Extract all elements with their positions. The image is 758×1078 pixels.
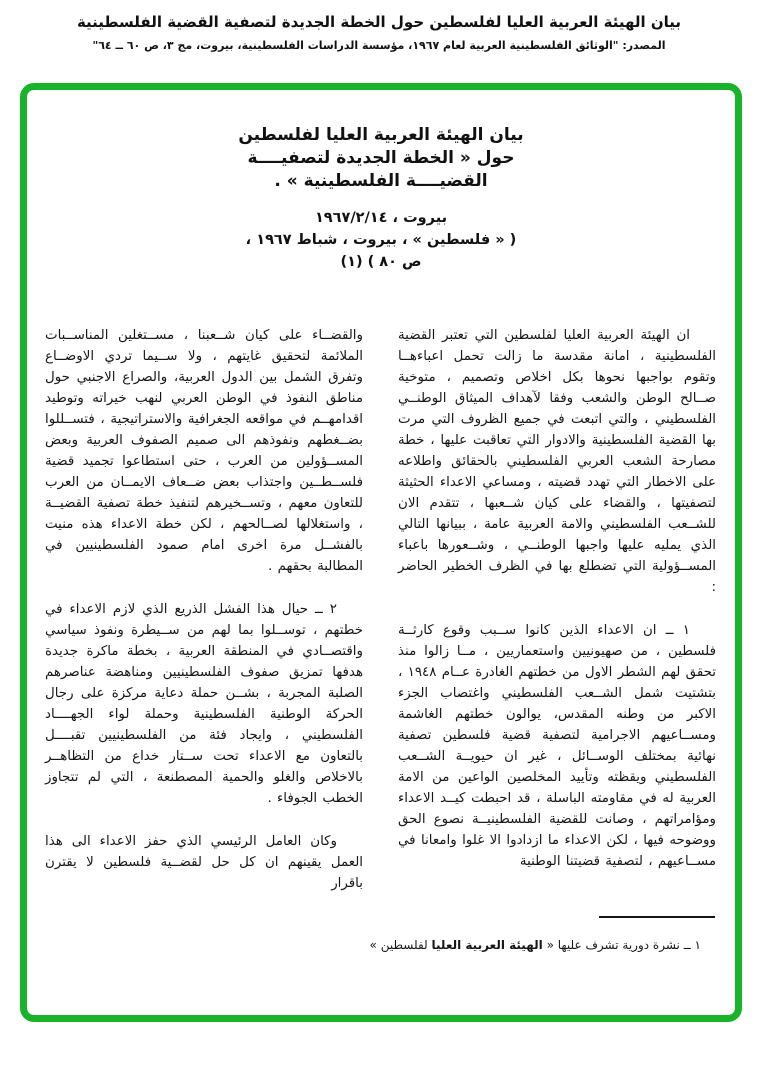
paragraph-intro: ان الهيئة العربية العليا لفلسطين التي تعتبر القضية الفلسطينية ، امانة مقدسة ما زالت تحمل اعباءهــا وتقوم بواجبها نحوها بكل اخلاص وتصميم ، متوخية صــالح الوطن والشعب وفقا لآهداف الميثاق الوطنــي الفلسطيني ، والتي اتبعت في جميع الظروف التي مرت بها القضية الفلسطينية والادوار التي تعاقبت عليها ، خطة مصارحة الشعب العربي الفلسطيني بالحقائق واطلاعه على الاخطار التي تهدد قضيته ، ومساعي الاعداء الحثيثة لتصفيتها ، والقضاء على كيان شــعبها ، تتقدم الان للشــعب الفلسطيني والامة العربية عامة ، ببيانها التالي الذي يمليه عليها واجبها الوطنــي ، وشــعورها باعباء المســؤولية التي تضطلع بها في الظرف الخطير الحاضر : — [398, 328, 716, 595]
green-border-frame — [20, 83, 742, 1022]
citation-date: بيروت ، ١٩٦٧/٢/١٤ — [314, 210, 448, 226]
footnote-text: نشرة دورية تشرف عليها « — [542, 938, 680, 952]
paragraph-point-2: ٢ ــ حيال هذا الفشل الذريع الذي لازم الاعداء في خطتهم ، توســلوا بما لهم من ســيطرة ونفوذ سياسي واقتصــادي في المنطقة العربية ، بخطة ماكرة جديدة هدفها تمزيق صفوف الفلسطينيين ومناهضة عناصرهم الصلبة المجربة ، بشــن حملة دعاية مركزة على رجال الحركة الوطنية الفلسطينية وحملة لواء الجهــــاد الفلسطيني ، وايجاد فئة من الفلسطينيين تقبــــل بالتعاون مع الاعداء تحت ســتار خداع من التظاهــر بالاخلاص والغلو والحمية المصطنعة ، التي لم تتجاوز الخطب الجوفاء . — [45, 602, 363, 806]
document-title-line-1: بيان الهيئة العربية العليا لفلسطين — [238, 125, 524, 145]
footnote-marker: ١ ــ — [679, 938, 701, 952]
column-right — [398, 325, 716, 894]
footnote-bold-text: الهيئة العربية العليا — [431, 938, 543, 952]
document-citation — [27, 207, 735, 273]
column-left — [45, 325, 363, 894]
page-header — [0, 13, 758, 52]
citation-source-line-1: ( « فلسطين » ، بيروت ، شباط ١٩٦٧ ، — [245, 232, 517, 248]
paragraph-closing: وكان العامل الرئيسي الذي حفز الاعداء الى هذا العمل يقينهم ان كل حل لقضــية فلسطين لا يقترن باقرار — [45, 834, 363, 891]
document-title-line-3: القضيــــة الفلسطينية » . — [274, 171, 488, 191]
paragraph-point-1: ١ ــ ان الاعداء الذين كانوا ســبب وقوع كارثــة فلسطين ، من صهيونيين واستعماريين ، مــا زالوا منذ تحقق لهم الشطر الاول من خطتهم الغادرة عــام ١٩٤٨ ، بتشتيت شمل الشــعب الفلسطيني واغتصاب الجزء الاكبر من وطنه المقدس، يوالون خطتهم الغاشمة ومســاعيهم الاجرامية لتصفية قضية فلسطين تصفية نهائية بمختلف الوســائل ، غير ان حيويــة الشــعب الفلسطيني ويقظته وتأييد المخلصين الواعين من الامة العربية له في مقاومته الباسلة ، قد احبطت كيــد الاعداء ومؤامراتهم ، وصانت للقضية الفلسطينيــة نصوع الحق ووضوحه فيها ، لكن الاعداء ما ازدادوا الا غلوا وامعانا في مســاعيهم ، لتصفية قضيتنا الوطنية — [398, 623, 716, 869]
text-columns — [45, 325, 716, 894]
footnote — [351, 937, 701, 954]
header-source: المصدر: "الوثائق الفلسطينية العربية لعام ١٩٦٧، مؤسسة الدراسات الفلسطينية، بيروت، مج ٣، ص ٦٠ ــ ٦٤" — [92, 39, 666, 52]
document-title — [27, 124, 735, 193]
footnote-divider — [599, 916, 715, 918]
footnote-text-after: لفلسطين » — [369, 938, 432, 952]
header-title: بيان الهيئة العربية العليا لفلسطين حول الخطة الجديدة لتصفية القضية الفلسطينية — [76, 13, 682, 31]
document-title-line-2: حول « الخطة الجديدة لتصفيــــة — [247, 148, 515, 168]
citation-source-line-2: ص ٨٠ ) (١) — [340, 254, 422, 270]
paragraph-continuation: والقضــاء على كيان شــعبنا ، مســتغلين المناســبات الملائمة لتحقيق غايتهم ، ولا ســيما تردي الاوضــاع وتفرق الشمل بين الدول العربية، والصراع الاجنبي حول مناطق النفوذ في الوطن العربي لنهب خيراته وتوطيد اقدامهــم في مواقعه الجغرافية والاستراتيجية ، فتســللوا بضــغطهم ونفوذهم الى صميم الصفوف العربية وبعض المســؤولين من العرب ، حتى استطاعوا تجميد قضية فلســطــين واجتذاب بعض ضــعاف الايمــان من العرب للتعاون معهم ، وتســخيرهم لتنفيذ خطة تصفية القضيــة ، واستغلالها لصــالحهم ، لكن خطة الاعداء هذه منيت بالفشــل مرة اخرى امام صمود الفلسطينيين في المطالبة بحقهم . — [45, 328, 363, 574]
